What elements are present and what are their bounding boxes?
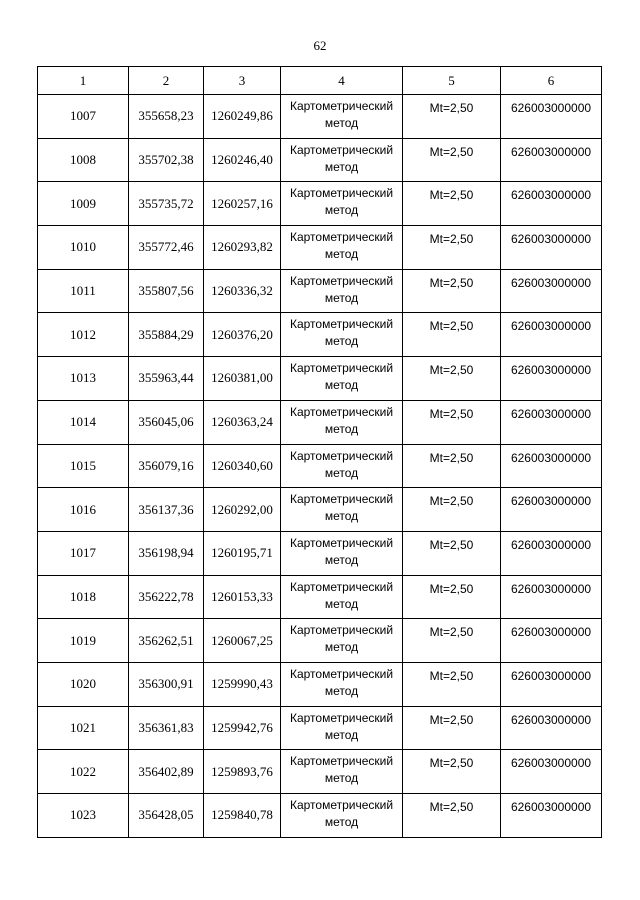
point-number-cell: 1016 — [38, 488, 129, 532]
y-coordinate-cell: 1260381,00 — [204, 357, 281, 401]
y-coordinate-cell: 1260363,24 — [204, 400, 281, 444]
method-cell — [281, 794, 403, 838]
accuracy-cell: Mt=2,50 — [403, 357, 501, 401]
method-line-2: метод — [324, 116, 359, 130]
method-line-1: Картометрический — [289, 230, 394, 245]
table-row — [38, 794, 602, 838]
method-line-1: Картометрический — [289, 273, 394, 288]
accuracy-cell: Mt=2,50 — [403, 706, 501, 750]
method-cell — [281, 269, 403, 313]
code-cell: 626003000000 — [501, 182, 602, 226]
accuracy-cell: Mt=2,50 — [403, 313, 501, 357]
code-cell: 626003000000 — [501, 619, 602, 663]
code-cell: 626003000000 — [501, 95, 602, 139]
method-line-2: метод — [324, 159, 359, 174]
x-coordinate-cell: 355772,46 — [129, 226, 204, 270]
x-coordinate-cell: 356198,94 — [129, 531, 204, 575]
accuracy-cell: Mt=2,50 — [403, 488, 501, 532]
y-coordinate-cell: 1260292,00 — [204, 488, 281, 532]
column-header: 6 — [501, 67, 602, 95]
code-cell: 626003000000 — [501, 313, 602, 357]
method-line-1: Картометрический — [289, 492, 394, 507]
code-cell: 626003000000 — [501, 226, 602, 270]
point-number-cell: 1019 — [38, 619, 129, 663]
code-cell: 626003000000 — [501, 794, 602, 838]
method-line-2: метод — [324, 640, 359, 655]
code-cell: 626003000000 — [501, 269, 602, 313]
x-coordinate-cell: 356361,83 — [129, 706, 204, 750]
code-cell: 626003000000 — [501, 575, 602, 619]
x-coordinate-cell: 356079,16 — [129, 444, 204, 488]
method-line-2: метод — [324, 290, 359, 305]
method-cell — [281, 182, 403, 226]
point-number-cell: 1021 — [38, 706, 129, 750]
code-cell: 626003000000 — [501, 531, 602, 575]
method-cell — [281, 357, 403, 401]
code-cell: 626003000000 — [501, 662, 602, 706]
table-row — [38, 269, 602, 313]
column-header: 5 — [403, 67, 501, 95]
method-line-1: Картометрический — [289, 361, 394, 376]
y-coordinate-cell: 1259840,78 — [204, 794, 281, 838]
accuracy-cell: Mt=2,50 — [403, 619, 501, 663]
point-number-cell: 1018 — [38, 575, 129, 619]
accuracy-cell: Mt=2,50 — [403, 182, 501, 226]
point-number-cell: 1023 — [38, 794, 129, 838]
y-coordinate-cell: 1260257,16 — [204, 182, 281, 226]
table-row — [38, 619, 602, 663]
table-row — [38, 95, 602, 139]
code-cell: 626003000000 — [501, 444, 602, 488]
y-coordinate-cell: 1260067,25 — [204, 619, 281, 663]
y-coordinate-cell: 1260376,20 — [204, 313, 281, 357]
table-row — [38, 313, 602, 357]
accuracy-cell: Mt=2,50 — [403, 226, 501, 270]
method-line-2: метод — [324, 683, 359, 698]
method-cell — [281, 400, 403, 444]
method-line-1: Картометрический — [289, 579, 394, 594]
table-body — [38, 95, 602, 838]
method-cell — [281, 488, 403, 532]
table-row — [38, 357, 602, 401]
code-cell: 626003000000 — [501, 357, 602, 401]
method-cell — [281, 531, 403, 575]
table-row — [38, 226, 602, 270]
x-coordinate-cell: 355963,44 — [129, 357, 204, 401]
coordinates-table — [37, 66, 602, 838]
x-coordinate-cell: 355807,56 — [129, 269, 204, 313]
table-header-row — [38, 67, 602, 95]
method-line-1: Картометрический — [289, 142, 394, 157]
accuracy-cell: Mt=2,50 — [403, 95, 501, 139]
method-cell — [281, 95, 403, 139]
method-cell — [281, 226, 403, 270]
method-line-2: метод — [324, 421, 359, 436]
y-coordinate-cell: 1260153,33 — [204, 575, 281, 619]
accuracy-cell: Mt=2,50 — [403, 750, 501, 794]
method-line-1: Картометрический — [289, 623, 394, 638]
point-number-cell: 1013 — [38, 357, 129, 401]
accuracy-cell: Mt=2,50 — [403, 794, 501, 838]
accuracy-cell: Mt=2,50 — [403, 531, 501, 575]
x-coordinate-cell: 356262,51 — [129, 619, 204, 663]
method-line-1: Картометрический — [289, 666, 394, 681]
method-line-1: Картометрический — [289, 99, 394, 113]
x-coordinate-cell: 356222,78 — [129, 575, 204, 619]
table-row — [38, 531, 602, 575]
y-coordinate-cell: 1260246,40 — [204, 138, 281, 182]
x-coordinate-cell: 356137,36 — [129, 488, 204, 532]
code-cell: 626003000000 — [501, 488, 602, 532]
method-line-2: метод — [324, 465, 359, 480]
code-cell: 626003000000 — [501, 400, 602, 444]
table-row — [38, 575, 602, 619]
accuracy-cell: Mt=2,50 — [403, 269, 501, 313]
table-row — [38, 138, 602, 182]
y-coordinate-cell: 1259893,76 — [204, 750, 281, 794]
method-line-1: Картометрический — [289, 186, 394, 201]
method-line-2: метод — [324, 727, 359, 742]
y-coordinate-cell: 1260336,32 — [204, 269, 281, 313]
column-header: 4 — [281, 67, 403, 95]
table-row — [38, 400, 602, 444]
y-coordinate-cell: 1260195,71 — [204, 531, 281, 575]
point-number-cell: 1017 — [38, 531, 129, 575]
y-coordinate-cell: 1259990,43 — [204, 662, 281, 706]
code-cell: 626003000000 — [501, 750, 602, 794]
accuracy-cell: Mt=2,50 — [403, 444, 501, 488]
accuracy-cell: Mt=2,50 — [403, 662, 501, 706]
method-cell — [281, 750, 403, 794]
point-number-cell: 1011 — [38, 269, 129, 313]
method-line-2: метод — [324, 509, 359, 524]
method-line-2: метод — [324, 552, 359, 567]
x-coordinate-cell: 355884,29 — [129, 313, 204, 357]
x-coordinate-cell: 355702,38 — [129, 138, 204, 182]
method-line-2: метод — [324, 771, 359, 786]
point-number-cell: 1008 — [38, 138, 129, 182]
accuracy-cell: Mt=2,50 — [403, 138, 501, 182]
method-line-2: метод — [324, 596, 359, 611]
x-coordinate-cell: 356402,89 — [129, 750, 204, 794]
method-line-2: метод — [324, 203, 359, 218]
method-cell — [281, 444, 403, 488]
method-line-1: Картометрический — [289, 404, 394, 419]
column-header: 2 — [129, 67, 204, 95]
method-line-1: Картометрический — [289, 535, 394, 550]
method-cell — [281, 662, 403, 706]
point-number-cell: 1014 — [38, 400, 129, 444]
y-coordinate-cell: 1260340,60 — [204, 444, 281, 488]
column-header: 3 — [204, 67, 281, 95]
accuracy-cell: Mt=2,50 — [403, 400, 501, 444]
point-number-cell: 1010 — [38, 226, 129, 270]
y-coordinate-cell: 1260249,86 — [204, 95, 281, 139]
point-number-cell: 1020 — [38, 662, 129, 706]
x-coordinate-cell: 355735,72 — [129, 182, 204, 226]
method-line-2: метод — [324, 815, 359, 829]
method-line-2: метод — [324, 247, 359, 262]
method-line-1: Картометрический — [289, 754, 394, 769]
code-cell: 626003000000 — [501, 706, 602, 750]
x-coordinate-cell: 356428,05 — [129, 794, 204, 838]
method-line-1: Картометрический — [289, 710, 394, 725]
table-row — [38, 706, 602, 750]
y-coordinate-cell: 1259942,76 — [204, 706, 281, 750]
point-number-cell: 1012 — [38, 313, 129, 357]
table-row — [38, 488, 602, 532]
column-header: 1 — [38, 67, 129, 95]
table-row — [38, 182, 602, 226]
accuracy-cell: Mt=2,50 — [403, 575, 501, 619]
table-row — [38, 662, 602, 706]
method-cell — [281, 706, 403, 750]
table-row — [38, 750, 602, 794]
method-line-1: Картометрический — [289, 317, 394, 332]
method-line-2: метод — [324, 378, 359, 393]
x-coordinate-cell: 356045,06 — [129, 400, 204, 444]
method-line-1: Картометрический — [289, 448, 394, 463]
method-cell — [281, 313, 403, 357]
method-line-2: метод — [324, 334, 359, 349]
x-coordinate-cell: 355658,23 — [129, 95, 204, 139]
y-coordinate-cell: 1260293,82 — [204, 226, 281, 270]
point-number-cell: 1009 — [38, 182, 129, 226]
point-number-cell: 1015 — [38, 444, 129, 488]
x-coordinate-cell: 356300,91 — [129, 662, 204, 706]
point-number-cell: 1022 — [38, 750, 129, 794]
page-number: 62 — [313, 38, 327, 53]
table-row — [38, 444, 602, 488]
method-cell — [281, 619, 403, 663]
method-cell — [281, 575, 403, 619]
point-number-cell: 1007 — [38, 95, 129, 139]
method-line-1: Картометрический — [289, 798, 394, 812]
method-cell — [281, 138, 403, 182]
code-cell: 626003000000 — [501, 138, 602, 182]
